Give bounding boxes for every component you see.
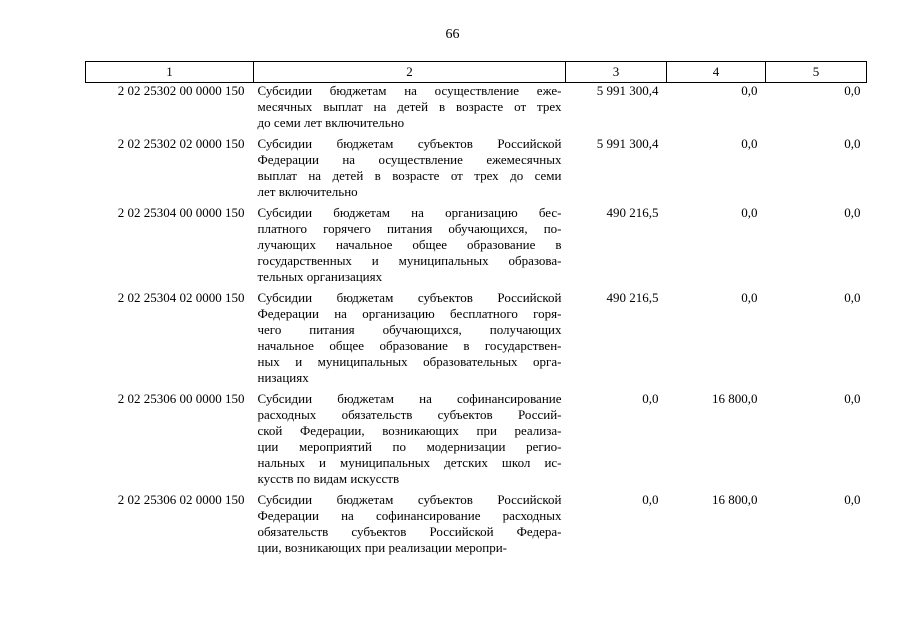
description-line: государственных и муниципальных образова-	[257, 253, 562, 268]
description-line: тельных организациях	[257, 269, 383, 284]
description-line: Федерации на осуществление ежемесячных	[257, 152, 562, 167]
row-code: 2 02 25306 02 0000 150	[117, 492, 245, 507]
page-number: 66	[445, 27, 460, 42]
description-line: платного горячего питания обучающихся, по-	[257, 221, 562, 236]
row-value-col3: 490 216,5	[606, 205, 659, 220]
description-line: до семи лет включительно	[257, 115, 405, 130]
row-value-col5: 0,0	[844, 290, 861, 305]
table-row	[86, 391, 867, 492]
budget-table	[85, 61, 867, 561]
row-code: 2 02 25304 00 0000 150	[117, 205, 245, 220]
header-cell-4: 4	[667, 62, 766, 83]
description-line: лучающих начальное общее образование в	[257, 237, 562, 252]
row-value-col5: 0,0	[844, 492, 861, 507]
description-line: ции мероприятий по модернизации регио-	[257, 439, 562, 454]
row-description	[254, 391, 566, 492]
description-line: ции, возникающих при реализации меропри-	[257, 540, 507, 555]
description-line: нальных и муниципальных детских школ ис-	[257, 455, 562, 470]
description-line: Субсидии бюджетам субъектов Российской	[257, 290, 562, 305]
header-cell-1: 1	[86, 62, 254, 83]
row-value-col5: 0,0	[844, 83, 861, 98]
description-line: Субсидии бюджетам на софинансирование	[257, 391, 562, 406]
row-value-col5: 0,0	[844, 391, 861, 406]
description-line: выплат на детей в возрасте от трех до семи	[257, 168, 562, 183]
description-line: чего питания обучающихся, получающих	[257, 322, 562, 337]
row-value-col3: 5 991 300,4	[596, 136, 659, 151]
description-line: лет включительно	[257, 184, 358, 199]
table-body	[86, 83, 867, 562]
row-value-col4: 16 800,0	[712, 391, 758, 406]
description-line: Субсидии бюджетам субъектов Российской	[257, 492, 562, 507]
description-line: начальное общее образование в государствен-	[257, 338, 562, 353]
row-value-col3: 0,0	[642, 391, 659, 406]
description-line: месячных выплат на детей в возрасте от трех	[257, 99, 562, 114]
description-line: кусств по видам искусств	[257, 471, 400, 486]
row-code: 2 02 25306 00 0000 150	[117, 391, 245, 406]
description-line: ской Федерации, возникающих при реализа-	[257, 423, 562, 438]
row-value-col4: 0,0	[741, 136, 758, 151]
row-value-col4: 0,0	[741, 83, 758, 98]
table-row	[86, 290, 867, 391]
table-row	[86, 136, 867, 205]
row-description	[254, 205, 566, 290]
row-description	[254, 492, 566, 561]
table-row	[86, 83, 867, 137]
description-line: Федерации на софинансирование расходных	[257, 508, 562, 523]
row-value-col3: 5 991 300,4	[596, 83, 659, 98]
header-row	[86, 62, 867, 83]
description-line: низациях	[257, 370, 309, 385]
description-line: Федерации на организацию бесплатного горя-	[257, 306, 562, 321]
row-value-col3: 0,0	[642, 492, 659, 507]
row-description	[254, 290, 566, 391]
description-line: обязательств субъектов Российской Федера-	[257, 524, 562, 539]
header-cell-5: 5	[766, 62, 867, 83]
row-value-col5: 0,0	[844, 136, 861, 151]
row-value-col3: 490 216,5	[606, 290, 659, 305]
row-code: 2 02 25304 02 0000 150	[117, 290, 245, 305]
row-description	[254, 136, 566, 205]
header-cell-2: 2	[254, 62, 566, 83]
row-code: 2 02 25302 00 0000 150	[117, 83, 245, 98]
description-line: расходных обязательств субъектов Россий-	[257, 407, 562, 422]
row-value-col4: 0,0	[741, 205, 758, 220]
row-value-col4: 0,0	[741, 290, 758, 305]
row-code: 2 02 25302 02 0000 150	[117, 136, 245, 151]
description-line: Субсидии бюджетам субъектов Российской	[257, 136, 562, 151]
table-row	[86, 205, 867, 290]
table-row	[86, 492, 867, 561]
row-value-col4: 16 800,0	[712, 492, 758, 507]
description-line: Субсидии бюджетам на осуществление еже-	[257, 83, 562, 98]
description-line: ных и муниципальных образовательных орга-	[257, 354, 562, 369]
row-value-col5: 0,0	[844, 205, 861, 220]
row-description	[254, 83, 566, 137]
header-cell-3: 3	[566, 62, 667, 83]
description-line: Субсидии бюджетам на организацию бес-	[257, 205, 562, 220]
